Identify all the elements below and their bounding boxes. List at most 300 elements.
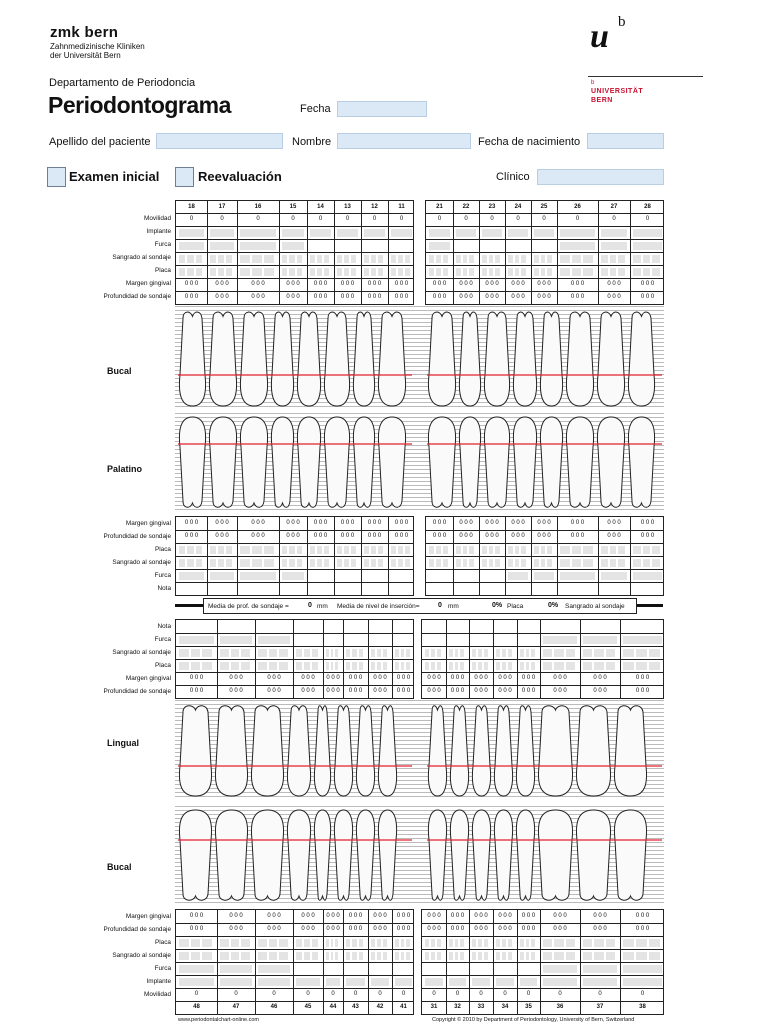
bleeding-cell[interactable] xyxy=(187,559,193,567)
plaque-cell[interactable] xyxy=(534,546,539,554)
plaque-cell[interactable] xyxy=(554,662,563,670)
plaque-cell[interactable] xyxy=(496,939,500,947)
plaque-cell[interactable] xyxy=(344,268,349,276)
fecha-field[interactable] xyxy=(337,101,427,117)
tooth-outline[interactable] xyxy=(566,417,593,507)
bleeding-cell[interactable] xyxy=(359,952,363,960)
bleeding-cell[interactable] xyxy=(610,559,617,567)
tooth-outline[interactable] xyxy=(297,417,320,507)
implant-cell[interactable] xyxy=(472,978,490,986)
furcation-cell[interactable] xyxy=(179,636,214,644)
plaque-cell[interactable] xyxy=(436,268,441,276)
tooth-outline[interactable] xyxy=(428,312,455,406)
bleeding-cell[interactable] xyxy=(179,559,185,567)
furcation-cell[interactable] xyxy=(179,242,204,250)
plaque-cell[interactable] xyxy=(566,662,575,670)
tooth-outline[interactable] xyxy=(459,417,480,507)
plaque-cell[interactable] xyxy=(352,939,356,947)
bleeding-cell[interactable] xyxy=(489,255,494,263)
plaque-cell[interactable] xyxy=(258,939,267,947)
plaque-cell[interactable] xyxy=(643,268,651,276)
plaque-cell[interactable] xyxy=(531,662,535,670)
plaque-cell[interactable] xyxy=(455,939,459,947)
implant-cell[interactable] xyxy=(220,978,252,986)
furcation-cell[interactable] xyxy=(220,965,252,973)
bleeding-cell[interactable] xyxy=(594,649,603,657)
plaque-cell[interactable] xyxy=(508,546,513,554)
tooth-outline[interactable] xyxy=(287,810,310,900)
bleeding-cell[interactable] xyxy=(371,559,376,567)
tooth-outline[interactable] xyxy=(324,417,349,507)
furcation-cell[interactable] xyxy=(583,636,617,644)
bleeding-cell[interactable] xyxy=(547,255,552,263)
plaque-cell[interactable] xyxy=(304,939,310,947)
implant-cell[interactable] xyxy=(391,229,412,237)
plaque-cell[interactable] xyxy=(437,939,441,947)
bleeding-cell[interactable] xyxy=(521,255,526,263)
bleeding-cell[interactable] xyxy=(210,559,216,567)
tooth-outline[interactable] xyxy=(314,810,330,900)
furcation-cell[interactable] xyxy=(601,572,627,580)
bleeding-cell[interactable] xyxy=(502,952,506,960)
plaque-cell[interactable] xyxy=(496,662,500,670)
bleeding-cell[interactable] xyxy=(425,952,429,960)
tooth-outline[interactable] xyxy=(215,706,247,796)
bleeding-cell[interactable] xyxy=(469,255,474,263)
implant-cell[interactable] xyxy=(425,978,443,986)
tooth-outline[interactable] xyxy=(251,810,283,900)
bleeding-cell[interactable] xyxy=(508,952,512,960)
bleeding-cell[interactable] xyxy=(572,559,582,567)
plaque-cell[interactable] xyxy=(179,939,189,947)
plaque-cell[interactable] xyxy=(282,268,287,276)
bleeding-cell[interactable] xyxy=(443,559,448,567)
bleeding-cell[interactable] xyxy=(643,559,651,567)
furcation-cell[interactable] xyxy=(210,242,234,250)
plaque-cell[interactable] xyxy=(652,546,660,554)
bleeding-cell[interactable] xyxy=(179,952,189,960)
furcation-cell[interactable] xyxy=(560,572,595,580)
plaque-cell[interactable] xyxy=(324,268,329,276)
plaque-cell[interactable] xyxy=(258,662,267,670)
bleeding-cell[interactable] xyxy=(560,255,570,263)
bleeding-cell[interactable] xyxy=(317,255,322,263)
bleeding-cell[interactable] xyxy=(231,952,240,960)
plaque-cell[interactable] xyxy=(469,546,474,554)
tooth-outline[interactable] xyxy=(494,706,512,796)
plaque-cell[interactable] xyxy=(226,268,232,276)
plaque-cell[interactable] xyxy=(547,268,552,276)
plaque-cell[interactable] xyxy=(312,662,318,670)
plaque-cell[interactable] xyxy=(526,662,530,670)
bleeding-cell[interactable] xyxy=(296,649,302,657)
bleeding-cell[interactable] xyxy=(395,649,399,657)
plaque-cell[interactable] xyxy=(279,662,288,670)
bleeding-cell[interactable] xyxy=(191,952,201,960)
tooth-outline[interactable] xyxy=(614,706,646,796)
bleeding-cell[interactable] xyxy=(583,952,592,960)
bleeding-cell[interactable] xyxy=(377,952,381,960)
bleeding-cell[interactable] xyxy=(352,952,356,960)
bleeding-cell[interactable] xyxy=(289,559,294,567)
bleeding-cell[interactable] xyxy=(241,649,250,657)
plaque-cell[interactable] xyxy=(649,939,660,947)
plaque-cell[interactable] xyxy=(606,939,615,947)
plaque-cell[interactable] xyxy=(449,662,453,670)
bleeding-cell[interactable] xyxy=(594,952,603,960)
furcation-cell[interactable] xyxy=(220,636,252,644)
bleeding-cell[interactable] xyxy=(463,559,468,567)
implant-cell[interactable] xyxy=(583,978,617,986)
bleeding-cell[interactable] xyxy=(202,952,212,960)
plaque-cell[interactable] xyxy=(269,939,278,947)
bleeding-cell[interactable] xyxy=(429,255,434,263)
bleeding-cell[interactable] xyxy=(371,255,376,263)
bleeding-cell[interactable] xyxy=(456,559,461,567)
plaque-cell[interactable] xyxy=(601,268,608,276)
plaque-cell[interactable] xyxy=(460,662,464,670)
bleeding-cell[interactable] xyxy=(405,559,410,567)
bleeding-cell[interactable] xyxy=(566,649,575,657)
furcation-cell[interactable] xyxy=(240,242,276,250)
bleeding-cell[interactable] xyxy=(508,649,512,657)
bleeding-cell[interactable] xyxy=(460,952,464,960)
bleeding-cell[interactable] xyxy=(331,952,334,960)
plaque-cell[interactable] xyxy=(317,268,322,276)
bleeding-cell[interactable] xyxy=(317,559,322,567)
tooth-outline[interactable] xyxy=(209,417,236,507)
implant-cell[interactable] xyxy=(623,978,662,986)
bleeding-cell[interactable] xyxy=(258,952,267,960)
plaque-cell[interactable] xyxy=(601,546,608,554)
bleeding-cell[interactable] xyxy=(398,255,403,263)
plaque-cell[interactable] xyxy=(371,662,375,670)
bleeding-cell[interactable] xyxy=(425,649,429,657)
plaque-cell[interactable] xyxy=(515,268,520,276)
plaque-cell[interactable] xyxy=(210,546,216,554)
bleeding-cell[interactable] xyxy=(279,952,288,960)
tooth-outline[interactable] xyxy=(459,312,480,406)
examen-inicial-checkbox[interactable] xyxy=(47,167,66,187)
plaque-cell[interactable] xyxy=(478,662,482,670)
tooth-outline[interactable] xyxy=(540,312,562,406)
bleeding-cell[interactable] xyxy=(436,559,441,567)
tooth-outline[interactable] xyxy=(472,810,490,900)
tooth-outline[interactable] xyxy=(516,810,534,900)
plaque-cell[interactable] xyxy=(633,546,641,554)
bleeding-cell[interactable] xyxy=(515,559,520,567)
plaque-cell[interactable] xyxy=(296,939,302,947)
plaque-cell[interactable] xyxy=(489,546,494,554)
bleeding-cell[interactable] xyxy=(482,255,487,263)
plaque-cell[interactable] xyxy=(472,939,476,947)
bleeding-cell[interactable] xyxy=(449,649,453,657)
plaque-cell[interactable] xyxy=(437,662,441,670)
bleeding-cell[interactable] xyxy=(282,255,287,263)
implant-cell[interactable] xyxy=(429,229,450,237)
plaque-cell[interactable] xyxy=(310,546,315,554)
bleeding-cell[interactable] xyxy=(344,559,349,567)
bleeding-cell[interactable] xyxy=(633,559,641,567)
plaque-cell[interactable] xyxy=(279,939,288,947)
plaque-cell[interactable] xyxy=(337,546,342,554)
plaque-cell[interactable] xyxy=(179,268,185,276)
bleeding-cell[interactable] xyxy=(649,952,660,960)
bleeding-cell[interactable] xyxy=(398,559,403,567)
plaque-cell[interactable] xyxy=(220,662,229,670)
bleeding-cell[interactable] xyxy=(531,649,535,657)
plaque-cell[interactable] xyxy=(531,939,535,947)
bleeding-cell[interactable] xyxy=(335,952,338,960)
tooth-outline[interactable] xyxy=(566,312,593,406)
bleeding-cell[interactable] xyxy=(187,255,193,263)
bleeding-cell[interactable] xyxy=(478,649,482,657)
bleeding-cell[interactable] xyxy=(606,952,615,960)
bleeding-cell[interactable] xyxy=(560,559,570,567)
plaque-cell[interactable] xyxy=(425,939,429,947)
bleeding-cell[interactable] xyxy=(443,255,448,263)
bleeding-cell[interactable] xyxy=(436,255,441,263)
bleeding-cell[interactable] xyxy=(583,255,593,263)
bleeding-cell[interactable] xyxy=(391,559,396,567)
furcation-cell[interactable] xyxy=(258,965,290,973)
furcation-cell[interactable] xyxy=(633,242,662,250)
plaque-cell[interactable] xyxy=(296,662,302,670)
plaque-cell[interactable] xyxy=(240,546,250,554)
tooth-outline[interactable] xyxy=(179,417,205,507)
bleeding-cell[interactable] xyxy=(534,255,539,263)
bleeding-cell[interactable] xyxy=(520,952,524,960)
tooth-outline[interactable] xyxy=(513,417,536,507)
tooth-outline[interactable] xyxy=(484,312,509,406)
bleeding-cell[interactable] xyxy=(502,649,506,657)
plaque-cell[interactable] xyxy=(460,939,464,947)
plaque-cell[interactable] xyxy=(391,546,396,554)
plaque-cell[interactable] xyxy=(187,268,193,276)
bleeding-cell[interactable] xyxy=(383,649,387,657)
tooth-outline[interactable] xyxy=(356,706,374,796)
bleeding-cell[interactable] xyxy=(508,559,513,567)
bleeding-cell[interactable] xyxy=(352,649,356,657)
furcation-cell[interactable] xyxy=(179,965,214,973)
bleeding-cell[interactable] xyxy=(252,255,262,263)
plaque-cell[interactable] xyxy=(508,939,512,947)
plaque-cell[interactable] xyxy=(560,268,570,276)
tooth-outline[interactable] xyxy=(356,810,374,900)
plaque-cell[interactable] xyxy=(310,268,315,276)
bleeding-cell[interactable] xyxy=(191,649,201,657)
bleeding-cell[interactable] xyxy=(401,649,405,657)
bleeding-cell[interactable] xyxy=(649,649,660,657)
plaque-cell[interactable] xyxy=(583,939,592,947)
plaque-cell[interactable] xyxy=(633,268,641,276)
bleeding-cell[interactable] xyxy=(554,952,563,960)
plaque-cell[interactable] xyxy=(401,939,405,947)
plaque-cell[interactable] xyxy=(364,546,369,554)
plaque-cell[interactable] xyxy=(395,939,399,947)
plaque-cell[interactable] xyxy=(652,268,660,276)
plaque-cell[interactable] xyxy=(463,268,468,276)
bleeding-cell[interactable] xyxy=(541,559,546,567)
tooth-outline[interactable] xyxy=(334,810,352,900)
plaque-cell[interactable] xyxy=(324,546,329,554)
plaque-cell[interactable] xyxy=(398,546,403,554)
plaque-cell[interactable] xyxy=(297,546,302,554)
tooth-outline[interactable] xyxy=(179,706,211,796)
plaque-cell[interactable] xyxy=(331,939,334,947)
bleeding-cell[interactable] xyxy=(378,559,383,567)
plaque-cell[interactable] xyxy=(443,546,448,554)
plaque-cell[interactable] xyxy=(572,268,582,276)
bleeding-cell[interactable] xyxy=(456,255,461,263)
bleeding-cell[interactable] xyxy=(633,255,641,263)
tooth-outline[interactable] xyxy=(428,417,455,507)
bleeding-cell[interactable] xyxy=(618,255,625,263)
plaque-cell[interactable] xyxy=(252,546,262,554)
plaque-cell[interactable] xyxy=(398,268,403,276)
plaque-cell[interactable] xyxy=(547,546,552,554)
plaque-cell[interactable] xyxy=(331,662,334,670)
tooth-outline[interactable] xyxy=(428,810,446,900)
plaque-cell[interactable] xyxy=(455,662,459,670)
plaque-cell[interactable] xyxy=(541,268,546,276)
plaque-cell[interactable] xyxy=(636,939,647,947)
bleeding-cell[interactable] xyxy=(346,952,350,960)
plaque-cell[interactable] xyxy=(351,268,356,276)
plaque-cell[interactable] xyxy=(566,939,575,947)
tooth-outline[interactable] xyxy=(271,312,293,406)
bleeding-cell[interactable] xyxy=(218,559,224,567)
apellido-field[interactable] xyxy=(156,133,283,149)
plaque-cell[interactable] xyxy=(179,546,185,554)
bleeding-cell[interactable] xyxy=(391,255,396,263)
plaque-cell[interactable] xyxy=(495,546,500,554)
plaque-cell[interactable] xyxy=(521,268,526,276)
tooth-outline[interactable] xyxy=(450,706,468,796)
plaque-cell[interactable] xyxy=(187,546,193,554)
bleeding-cell[interactable] xyxy=(264,255,274,263)
plaque-cell[interactable] xyxy=(297,268,302,276)
bleeding-cell[interactable] xyxy=(364,255,369,263)
plaque-cell[interactable] xyxy=(463,546,468,554)
bleeding-cell[interactable] xyxy=(531,952,535,960)
plaque-cell[interactable] xyxy=(482,546,487,554)
bleeding-cell[interactable] xyxy=(297,255,302,263)
bleeding-cell[interactable] xyxy=(252,559,262,567)
plaque-cell[interactable] xyxy=(431,662,435,670)
bleeding-cell[interactable] xyxy=(455,952,459,960)
plaque-cell[interactable] xyxy=(231,939,240,947)
furcation-cell[interactable] xyxy=(633,572,662,580)
bleeding-cell[interactable] xyxy=(264,559,274,567)
furcation-cell[interactable] xyxy=(534,572,554,580)
plaque-cell[interactable] xyxy=(508,662,512,670)
bleeding-cell[interactable] xyxy=(652,255,660,263)
bleeding-cell[interactable] xyxy=(449,952,453,960)
bleeding-cell[interactable] xyxy=(606,649,615,657)
bleeding-cell[interactable] xyxy=(337,255,342,263)
bleeding-cell[interactable] xyxy=(226,255,232,263)
tooth-outline[interactable] xyxy=(540,417,562,507)
furcation-cell[interactable] xyxy=(282,242,304,250)
bleeding-cell[interactable] xyxy=(623,649,634,657)
bleeding-cell[interactable] xyxy=(196,255,202,263)
plaque-cell[interactable] xyxy=(196,268,202,276)
bleeding-cell[interactable] xyxy=(601,255,608,263)
tooth-outline[interactable] xyxy=(614,810,646,900)
plaque-cell[interactable] xyxy=(618,546,625,554)
plaque-cell[interactable] xyxy=(526,939,530,947)
bleeding-cell[interactable] xyxy=(472,952,476,960)
tooth-outline[interactable] xyxy=(271,417,293,507)
bleeding-cell[interactable] xyxy=(297,559,302,567)
bleeding-cell[interactable] xyxy=(495,255,500,263)
bleeding-cell[interactable] xyxy=(431,649,435,657)
implant-cell[interactable] xyxy=(508,229,528,237)
plaque-cell[interactable] xyxy=(515,546,520,554)
reevaluacion-checkbox[interactable] xyxy=(175,167,194,187)
tooth-outline[interactable] xyxy=(516,706,534,796)
furcation-cell[interactable] xyxy=(240,572,276,580)
bleeding-cell[interactable] xyxy=(554,649,563,657)
plaque-cell[interactable] xyxy=(364,268,369,276)
implant-cell[interactable] xyxy=(346,978,365,986)
plaque-cell[interactable] xyxy=(377,662,381,670)
plaque-cell[interactable] xyxy=(543,662,552,670)
plaque-cell[interactable] xyxy=(202,662,212,670)
bleeding-cell[interactable] xyxy=(241,952,250,960)
plaque-cell[interactable] xyxy=(191,662,201,670)
plaque-cell[interactable] xyxy=(534,268,539,276)
plaque-cell[interactable] xyxy=(218,268,224,276)
tooth-outline[interactable] xyxy=(378,810,396,900)
bleeding-cell[interactable] xyxy=(324,255,329,263)
tooth-outline[interactable] xyxy=(378,417,405,507)
bleeding-cell[interactable] xyxy=(520,649,524,657)
tooth-outline[interactable] xyxy=(597,417,624,507)
plaque-cell[interactable] xyxy=(502,939,506,947)
implant-cell[interactable] xyxy=(482,229,502,237)
plaque-cell[interactable] xyxy=(489,268,494,276)
implant-cell[interactable] xyxy=(296,978,320,986)
plaque-cell[interactable] xyxy=(520,939,524,947)
bleeding-cell[interactable] xyxy=(179,255,185,263)
plaque-cell[interactable] xyxy=(335,939,338,947)
bleeding-cell[interactable] xyxy=(304,649,310,657)
plaque-cell[interactable] xyxy=(220,939,229,947)
plaque-cell[interactable] xyxy=(502,662,506,670)
plaque-cell[interactable] xyxy=(560,546,570,554)
bleeding-cell[interactable] xyxy=(526,649,530,657)
furcation-cell[interactable] xyxy=(623,636,662,644)
plaque-cell[interactable] xyxy=(240,268,250,276)
bleeding-cell[interactable] xyxy=(460,649,464,657)
plaque-cell[interactable] xyxy=(405,268,410,276)
tooth-outline[interactable] xyxy=(378,706,396,796)
plaque-cell[interactable] xyxy=(469,268,474,276)
bleeding-cell[interactable] xyxy=(220,649,229,657)
bleeding-cell[interactable] xyxy=(395,952,399,960)
bleeding-cell[interactable] xyxy=(652,559,660,567)
plaque-cell[interactable] xyxy=(352,662,356,670)
implant-cell[interactable] xyxy=(179,229,204,237)
plaque-cell[interactable] xyxy=(371,939,375,947)
bleeding-cell[interactable] xyxy=(359,649,363,657)
bleeding-cell[interactable] xyxy=(455,649,459,657)
bleeding-cell[interactable] xyxy=(482,559,487,567)
tooth-outline[interactable] xyxy=(378,312,405,406)
bleeding-cell[interactable] xyxy=(371,952,375,960)
